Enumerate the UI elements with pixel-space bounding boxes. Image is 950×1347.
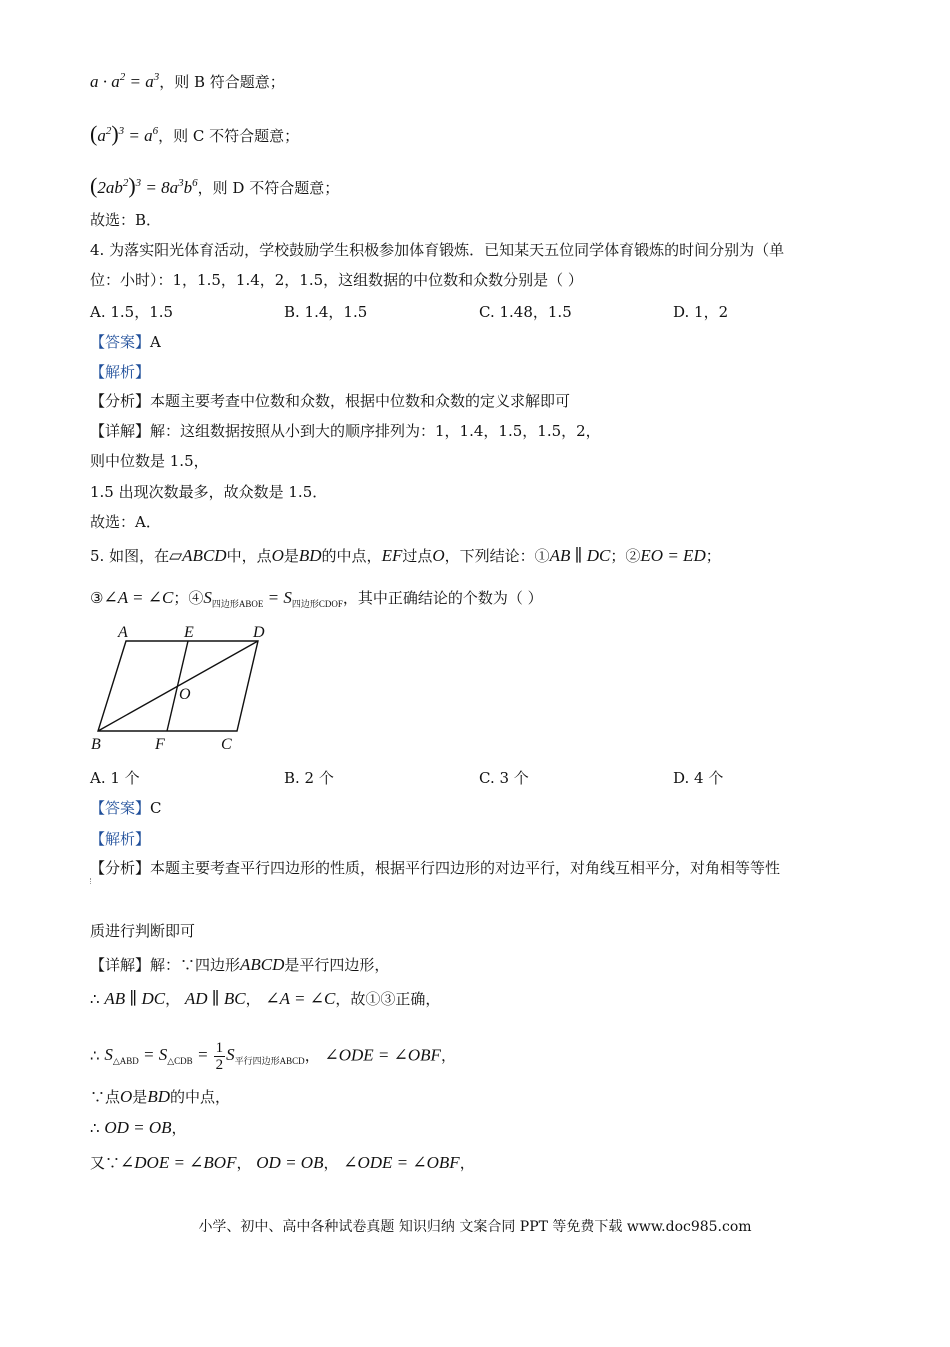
q4-text-line1: 4. 为落实阳光体育活动，学校鼓励学生积极参加体育锻炼．已知某天五位同学体育锻炼的时间分别为（单: [90, 241, 785, 259]
q5-option-d: D. 4 个: [673, 769, 724, 787]
analysis-tag: 【解析】: [90, 363, 151, 381]
answer-tag: 【答案】: [90, 333, 151, 351]
q5-step-od-ob: ∴ OD = OB，: [90, 1118, 187, 1137]
q4-analysis-heading: [90, 362, 150, 382]
q5-step-parallel: ∴ AB ∥ DC， AD ∥ BC， ∠A = ∠C，故①③正确，: [90, 989, 441, 1008]
parallelogram-figure: [85, 618, 285, 758]
q5-option-b: B. 2 个: [284, 769, 334, 787]
q3-choice: 故选：B．: [90, 211, 162, 229]
area-equation: $S_{四边形ABOE} = S_{四边形CDOF}$: [203, 588, 343, 609]
q5-option-c: C. 3 个: [479, 769, 529, 787]
formula-b: $a \cdot a^2 = a^3$: [90, 71, 160, 91]
q5-option-a: A. 1 个: [90, 769, 140, 787]
q5-analysis-heading: 【解析】: [90, 830, 151, 848]
fraction-half: $\frac{1}{2}$: [215, 1040, 224, 1073]
q4-mode: 1.5 出现次数最多，故众数是 1.5．: [90, 483, 328, 501]
q4-choice: 故选：A．: [90, 513, 161, 531]
q4-option-b: B. 1.4，1.5: [284, 303, 368, 321]
label-e: E: [184, 624, 194, 641]
option-d-explanation: $(2ab^2)^3 = 8a^3b^6$，则 D 不符合题意；: [90, 173, 340, 198]
q5-fenxi-cont: 质进行判断即可: [90, 922, 196, 940]
q4-answer: 【答案】A: [90, 333, 161, 351]
option-b-explanation: $a \cdot a^2 = a^3$，则 B 符合题意；: [90, 71, 285, 91]
parallelogram-abcd: ▱ABCD: [169, 546, 227, 565]
q4-option-d: D. 1，2: [673, 303, 729, 321]
q4-fenxi: 【分析】本题主要考查中位数和众数，根据中位数和众数的定义求解即可: [90, 392, 571, 410]
q4-option-a: A. 1.5，1.5: [90, 303, 174, 321]
label-o: O: [179, 686, 191, 703]
q4-median: 则中位数是 1.5，: [90, 452, 209, 470]
formula-d: $(2ab^2)^3 = 8a^3b^6$: [90, 173, 198, 198]
q4-option-c: C. 1.48，1.5: [479, 303, 572, 321]
page-footer: 小学、初中、高中各种试卷真题 知识归纳 文案合同 PPT 等免费下载 www.doc985.com: [198, 1219, 752, 1235]
label-c: C: [221, 736, 232, 753]
q4-detail: 【详解】解：这组数据按照从小到大的顺序排列为：1，1.4，1.5，1.5，2，: [90, 422, 601, 440]
q5-step-midpoint: ∵点O是BD的中点，: [90, 1087, 230, 1106]
label-a: A: [118, 624, 128, 641]
q5-text-line2: ③∠A = ∠C；$④S_{四边形ABOE} = S_{四边形CDOF}$，其中正确结论的个数为（ ）: [90, 588, 543, 609]
q5-step-area: ∴ $S_{\triangle ABD} = S_{\triangle CDB}$ = $\frac{1}{2}$ $S_{平行四边形ABCD}$， ∠ODE = ∠OBF，: [90, 1040, 456, 1073]
q5-text-line1: 5. 如图，在▱ABCD中，点O是BD的中点，EF过点O，下列结论：①AB ∥ DC；②EO = ED；: [90, 546, 721, 565]
label-b: B: [91, 736, 101, 753]
formula-c: $(a^2)^3 = a^6$: [90, 121, 159, 146]
q5-step-congruence: 又∵∠DOE = ∠BOF， OD = OB， ∠ODE = ∠OBF，: [90, 1153, 475, 1172]
option-c-explanation: $(a^2)^3 = a^6$，则 C 不符合题意；: [90, 121, 300, 146]
q5-fenxi: 【分析】本题主要考查平行四边形的性质，根据平行四边形的对边平行，对角线互相平分，对角相等等性: [90, 859, 781, 877]
q4-text-line2: 位：小时）：1，1.5，1.4，2，1.5，这组数据的中位数和众数分别是（ ）: [90, 271, 583, 289]
label-d: D: [253, 624, 265, 641]
page-break-mark: [90, 878, 95, 884]
label-f: F: [155, 736, 165, 753]
q5-detail: 【详解】解：∵四边形ABCD是平行四边形，: [90, 955, 390, 974]
q5-answer: 【答案】C: [90, 799, 162, 817]
